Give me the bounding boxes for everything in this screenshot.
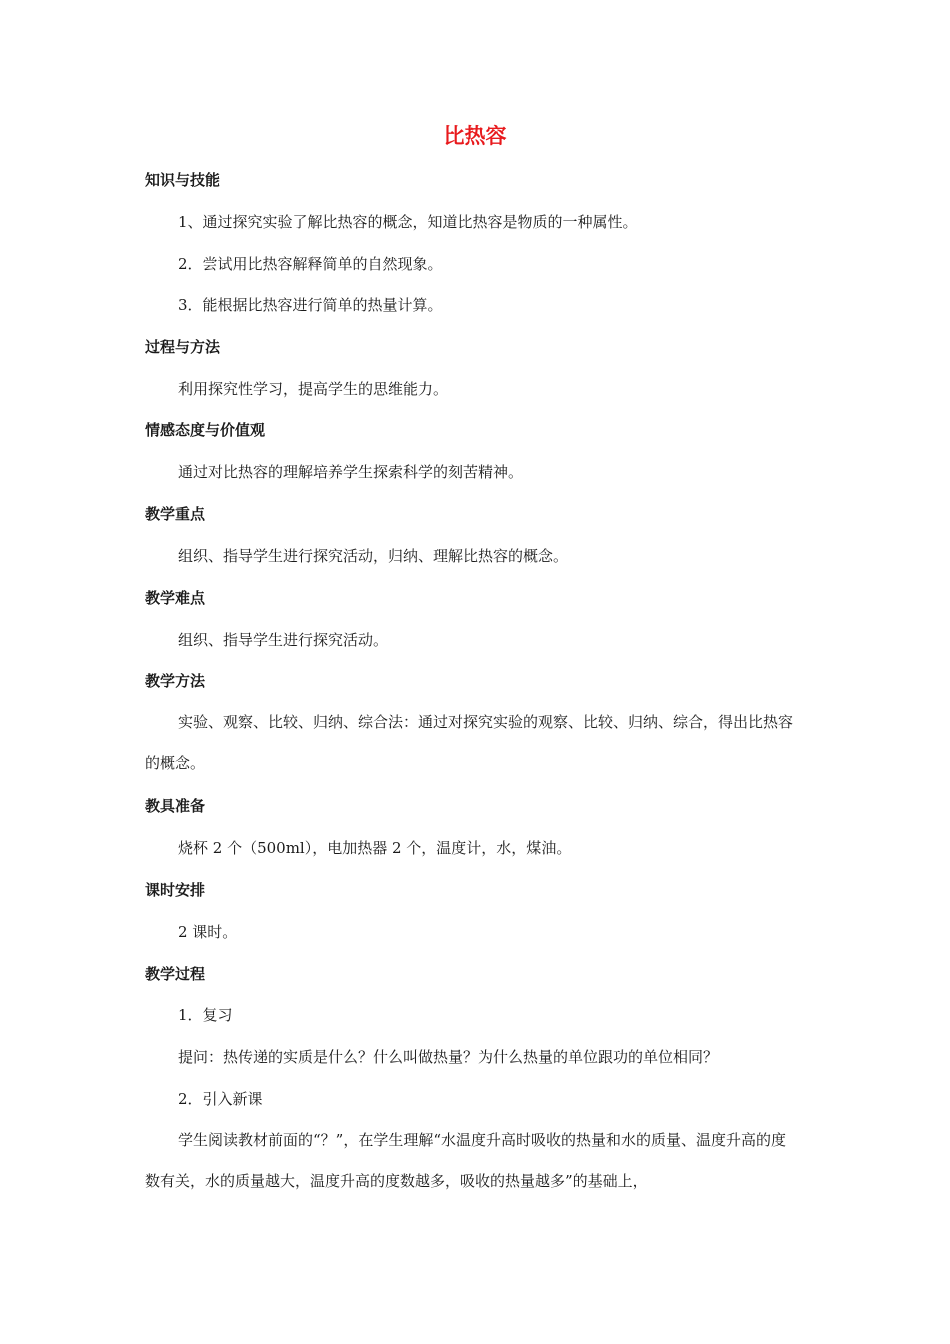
page-title: 比热容 (443, 124, 507, 148)
paragraph-objective-2: 2．尝试用比热容解释简单的自然现象。 (178, 255, 443, 273)
paragraph-key-points: 组织、指导学生进行探究活动，归纳、理解比热容的概念。 (178, 547, 569, 565)
paragraph-schedule: 2 课时。 (178, 923, 238, 941)
paragraph-objective-1: 1、通过探究实验了解比热容的概念，知道比热容是物质的一种属性。 (178, 213, 638, 231)
section-heading-teaching-method: 教学方法 (145, 672, 206, 690)
section-heading-process-method: 过程与方法 (145, 338, 221, 356)
paragraph-process-method: 利用探究性学习，提高学生的思维能力。 (178, 380, 449, 398)
paragraph-review-label: 1．复习 (178, 1006, 233, 1024)
paragraph-review-question: 提问：热传递的实质是什么？什么叫做热量？为什么热量的单位跟功的单位相同？ (178, 1048, 719, 1066)
section-heading-difficulties: 教学难点 (145, 589, 206, 607)
section-heading-schedule: 课时安排 (145, 881, 206, 899)
section-heading-attitude-values: 情感态度与价值观 (145, 421, 266, 439)
section-heading-knowledge-skills: 知识与技能 (145, 171, 221, 189)
paragraph-materials: 烧杯 2 个（500ml），电加热器 2 个，温度计，水，煤油。 (178, 839, 572, 857)
section-heading-materials: 教具准备 (145, 797, 206, 815)
paragraph-new-lesson-text: 学生阅读教材前面的“？”，在学生理解“水温度升高时吸收的热量和水的质量、温度升高的度数有关，水的质量越大，温度升高的度数越多，吸收的热量越多”的基础上， (145, 1131, 787, 1190)
paragraph-attitude-values: 通过对比热容的理解培养学生探索科学的刻苦精神。 (178, 463, 524, 481)
paragraph-objective-3: 3．能根据比热容进行简单的热量计算。 (178, 296, 443, 314)
section-heading-key-points: 教学重点 (145, 505, 206, 523)
paragraph-teaching-method: 实验、观察、比较、归纳、综合法：通过对探究实验的观察、比较、归纳、综合，得出比热容的概念。 (145, 713, 794, 772)
section-heading-teaching-process: 教学过程 (145, 965, 206, 983)
paragraph-new-lesson-label: 2．引入新课 (178, 1090, 263, 1108)
paragraph-difficulties: 组织、指导学生进行探究活动。 (178, 631, 389, 649)
